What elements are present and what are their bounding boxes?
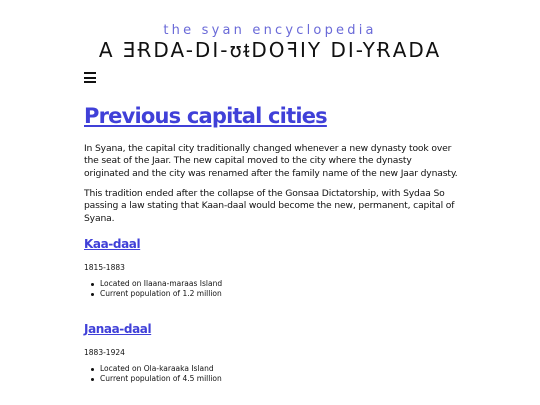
intro-paragraph: In Syana, the capital city traditionally changed whenever a new dynasty took over the seat of the Jaar. The new capital moved to the city where the dynasty originated and the city was renamed after the family name of the new Jaar dynasty.: [84, 143, 458, 179]
city-facts-list: [84, 364, 222, 384]
city-heading-janaa-daal[interactable]: Janaa-daal: [84, 322, 152, 336]
list-item: Located on Ilaana-maraas Island: [84, 279, 222, 289]
site-name: the syan encyclopedia: [163, 23, 377, 38]
page-title[interactable]: Previous capital cities: [84, 104, 327, 128]
city-facts-list: [84, 279, 222, 299]
menu-line: [84, 77, 96, 79]
site-conscript-title: A ƎɌDA-DI-ʊᵵDOꟻIY DI-YɌADA: [98, 38, 442, 62]
tradition-paragraph: This tradition ended after the collapse of the Gonsaa Dictatorship, with Sydaa So passing a law stating that Kaan-daal would become the new, permanent, capital of Syana.: [84, 188, 455, 224]
menu-line: [84, 81, 96, 83]
hamburger-menu-icon[interactable]: [84, 72, 96, 83]
city-years: 1815-1883: [84, 263, 125, 272]
menu-line: [84, 72, 96, 74]
list-item: Located on Ola-karaaka Island: [84, 364, 222, 374]
list-item: Current population of 1.2 million: [84, 289, 222, 299]
city-heading-kaa-daal[interactable]: Kaa-daal: [84, 237, 141, 251]
city-years: 1883-1924: [84, 348, 125, 357]
list-item: Current population of 4.5 million: [84, 374, 222, 384]
